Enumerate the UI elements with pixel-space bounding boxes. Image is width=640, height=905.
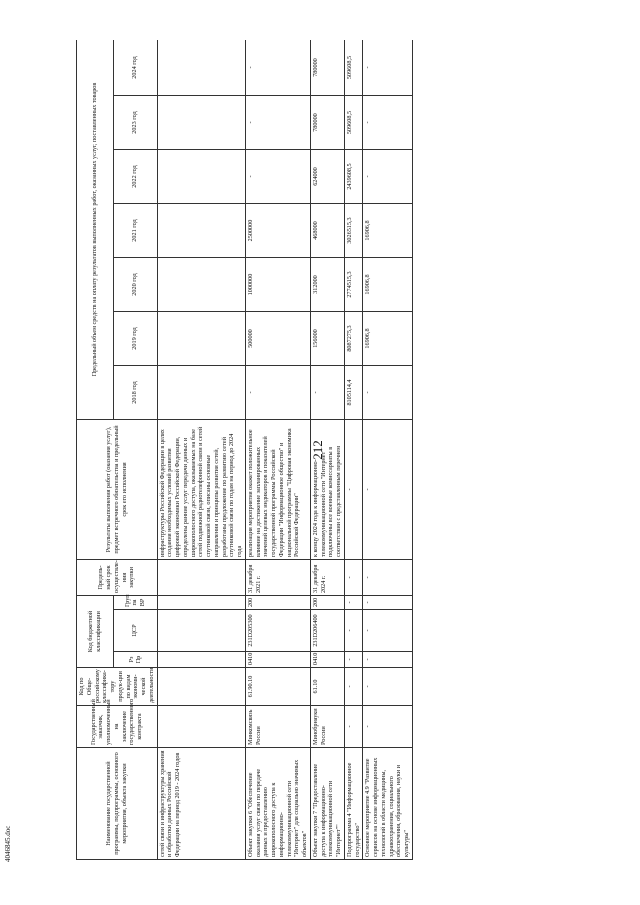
cell-results: реализация мероприятия окажет положительное влияние на достижение запланированных значений целевых индикаторов и показателей государственной программы Российской Федерации "Информационное общество" и национальной программы "Цифровая экономика Российской Федерации" <box>245 420 310 560</box>
header-deadline: Предель-ный срок осуществле-ния закупки <box>77 560 158 596</box>
cell-deadline: 31 декабря 2021 г. <box>245 560 310 596</box>
cell-results: инфраструктуры Российской Федерации в целях создания необходимых условий развития цифровой экономики Российской Федерации, определены ранние услуг передачи данных и широкополосного доступа, оказываемых на базе сетей подвижной радиотелефонной связи и сетей спутниковой связи, описаны основные направления и принципы развития сетей, разработаны предложение по развитию сетей спутниковой связи по годам на период до 2024 года <box>157 420 245 560</box>
cell-csr <box>157 610 245 652</box>
cell-value: 509608,5 <box>344 96 363 150</box>
cell-deadline: - <box>363 560 413 596</box>
header-budget: Код бюджетной классификации <box>77 596 114 668</box>
header-year: 2024 год <box>114 40 158 96</box>
cell-customer: - <box>363 706 413 748</box>
header-year: 2019 год <box>114 312 158 366</box>
cell-gr <box>157 596 245 610</box>
footer-filename: 4046845.doc <box>4 825 12 862</box>
cell-value <box>157 258 245 312</box>
cell-value: 8087275,3 <box>344 312 363 366</box>
cell-name: Подпрограмма 4 "Информационное государство" <box>344 748 363 860</box>
cell-csr: - <box>363 610 413 652</box>
cell-rzpr <box>157 652 245 668</box>
cell-csr: 231D205300 <box>245 610 310 652</box>
cell-value: 8105114,4 <box>344 366 363 420</box>
rotated-page <box>76 40 546 860</box>
table-row <box>344 40 363 860</box>
cell-value: - <box>310 366 344 420</box>
header-volume: Предельный объем средств на оплату результатов выполненных работ, оказанных услуг, поставленных товаров <box>77 40 114 420</box>
cell-csr: 231D206400 <box>310 610 344 652</box>
cell-gr: - <box>344 596 363 610</box>
cell-okpd: 61.10 <box>310 668 344 706</box>
cell-value: 500000 <box>245 312 310 366</box>
cell-value: 780000 <box>310 96 344 150</box>
cell-value: 16906,8 <box>363 204 413 258</box>
header-results: Результаты выполнения работ (оказания услуг), предмет встречного обязательства и предельный срок его исполнения <box>77 420 158 560</box>
cell-value: - <box>245 150 310 204</box>
cell-okpd: - <box>363 668 413 706</box>
cell-rzpr: - <box>363 652 413 668</box>
cell-okpd: - <box>344 668 363 706</box>
cell-okpd <box>157 668 245 706</box>
table-row <box>245 40 310 860</box>
header-year: 2023 год <box>114 96 158 150</box>
cell-value <box>157 150 245 204</box>
cell-value: 16906,8 <box>363 258 413 312</box>
cell-value: - <box>363 366 413 420</box>
cell-value: 2500000 <box>245 204 310 258</box>
cell-okpd: 61.90.10 <box>245 668 310 706</box>
cell-customer: - <box>344 706 363 748</box>
header-gr: Груп па ВР <box>114 596 158 610</box>
cell-value: 780000 <box>310 40 344 96</box>
header-year: 2020 год <box>114 258 158 312</box>
table-row <box>363 40 413 860</box>
header-year: 2021 год <box>114 204 158 258</box>
cell-customer: Минобрнауки России <box>310 706 344 748</box>
cell-customer <box>157 706 245 748</box>
table-row <box>310 40 344 860</box>
cell-value: 624000 <box>310 150 344 204</box>
cell-value <box>157 366 245 420</box>
cell-value: 1000000 <box>245 258 310 312</box>
header-csr: ЦСР <box>114 610 158 652</box>
cell-customer: Минкомсвязь России <box>245 706 310 748</box>
cell-value: 468000 <box>310 204 344 258</box>
cell-value: - <box>245 96 310 150</box>
cell-value: 16906,8 <box>363 312 413 366</box>
table-row <box>157 40 245 860</box>
cell-rzpr: 0410 <box>245 652 310 668</box>
cell-gr: 200 <box>310 596 344 610</box>
cell-value: 3026515,3 <box>344 204 363 258</box>
cell-name: Объект закупки 6 "Обеспечение оказания услуг связи по передаче данных и предоставлению широкополосного доступа к информационно-телекоммуникационной сети "Интернет" для социально значимых объектов" <box>245 748 310 860</box>
table-wrapper <box>76 40 546 860</box>
cell-value <box>157 40 245 96</box>
cell-results: - <box>344 420 363 560</box>
cell-value: - <box>363 150 413 204</box>
header-rzpr: Рз Пр <box>114 652 158 668</box>
cell-deadline: - <box>344 560 363 596</box>
page-number: 212 <box>309 440 325 460</box>
cell-value: - <box>363 40 413 96</box>
header-okpd: Код по Обще-российскому классифика-тору продук-ции по видам экономи-ческой деятельности <box>77 668 158 706</box>
cell-value: 509608,5 <box>344 40 363 96</box>
cell-value <box>157 96 245 150</box>
header-year: 2018 год <box>114 366 158 420</box>
footer <box>4 812 64 872</box>
cell-results: - <box>363 420 413 560</box>
cell-gr: - <box>363 596 413 610</box>
cell-value: 2439608,5 <box>344 150 363 204</box>
cell-deadline: 31 декабря 2024 г. <box>310 560 344 596</box>
cell-value: - <box>245 40 310 96</box>
cell-value: 312000 <box>310 258 344 312</box>
cell-rzpr: - <box>344 652 363 668</box>
cell-csr: - <box>344 610 363 652</box>
cell-value: 156000 <box>310 312 344 366</box>
header-year: 2022 год <box>114 150 158 204</box>
procurement-table <box>76 40 413 860</box>
cell-results: к концу 2024 года к информационно-телекоммуникационной сети "Интернет" подключены все военные комиссариаты в соответствии с представленным перечнем <box>310 420 344 560</box>
cell-value <box>157 312 245 366</box>
header-customer: Государственный заказчик, уполномоченный на заключение государственного контракта <box>77 706 158 748</box>
cell-deadline <box>157 560 245 596</box>
cell-value: - <box>363 96 413 150</box>
cell-value: 2774515,3 <box>344 258 363 312</box>
header-name: Наименование государственной программы, подпрограммы, основного мероприятия, объекта закупки <box>77 748 158 860</box>
cell-name: сетей связи и инфраструктуры хранения и обработки данных Российской Федерации на период 2019 - 2024 годов <box>157 748 245 860</box>
cell-name: Основное мероприятие 4.9 "Развитие сервисов на основе информационных технологий в области медицины, здравоохранения, социального обеспечения, образования, науки и культуры" <box>363 748 413 860</box>
cell-rzpr: 0410 <box>310 652 344 668</box>
cell-value <box>157 204 245 258</box>
cell-name: Объект закупки 7 "Предоставление доступа к информационно-телекоммуникационной сети "Интернет"" <box>310 748 344 860</box>
cell-gr: 200 <box>245 596 310 610</box>
cell-value: - <box>245 366 310 420</box>
